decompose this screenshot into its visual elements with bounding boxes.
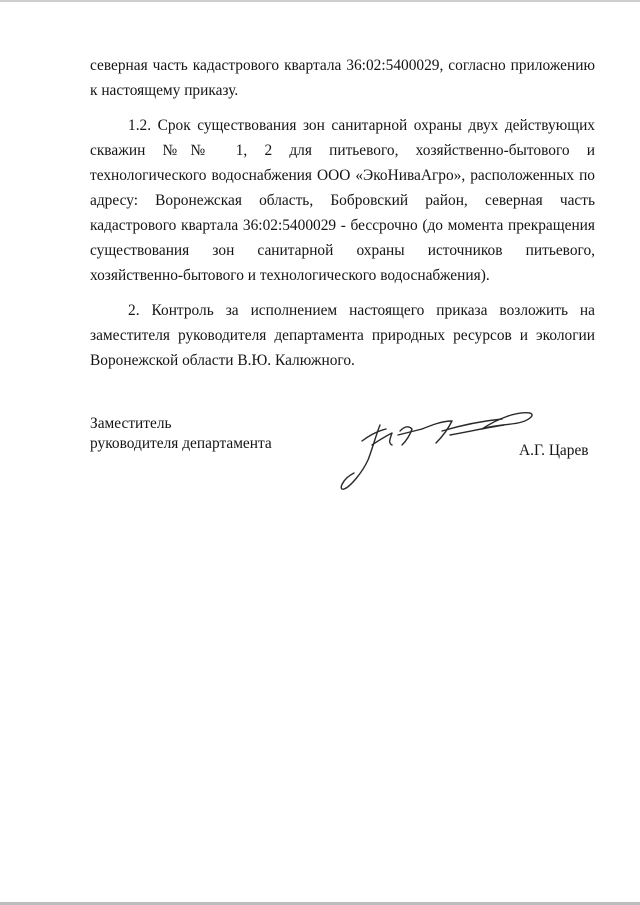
- page-top-edge: [0, 0, 640, 2]
- paragraph-item-2: 2. Контроль за исполнением настоящего приказа возложить на заместителя руководителя департамента природных ресурсов и экологии Воронежской области В.Ю. Калюжного.: [90, 302, 595, 369]
- signer-position: [90, 414, 272, 454]
- paragraph-continuation: северная часть кадастрового квартала 36:02:5400029, согласно приложению к настоящему приказу.: [90, 57, 595, 99]
- signer-name: А.Г. Царев: [519, 442, 589, 459]
- document-body: [90, 53, 595, 373]
- paragraph-item-1-2: 1.2. Срок существования зон санитарной охраны двух действующих скважин №№ 1, 2 для питьевого, хозяйственно-бытового и технологического водоснабжения ООО «ЭкоНиваАгро», расположенных по адресу: Воронежская область, Бобровский район, северная часть кадастрового квартала 36:02:5400029 - бессрочно (до момента прекращения существования зон санитарной охраны источников питьевого, хозяйственно-бытового и технологического водоснабжения).: [90, 117, 595, 284]
- signer-position-line-2: руководителя департамента: [90, 435, 272, 452]
- handwritten-signature: [332, 405, 542, 495]
- signer-position-line-1: Заместитель: [90, 415, 172, 432]
